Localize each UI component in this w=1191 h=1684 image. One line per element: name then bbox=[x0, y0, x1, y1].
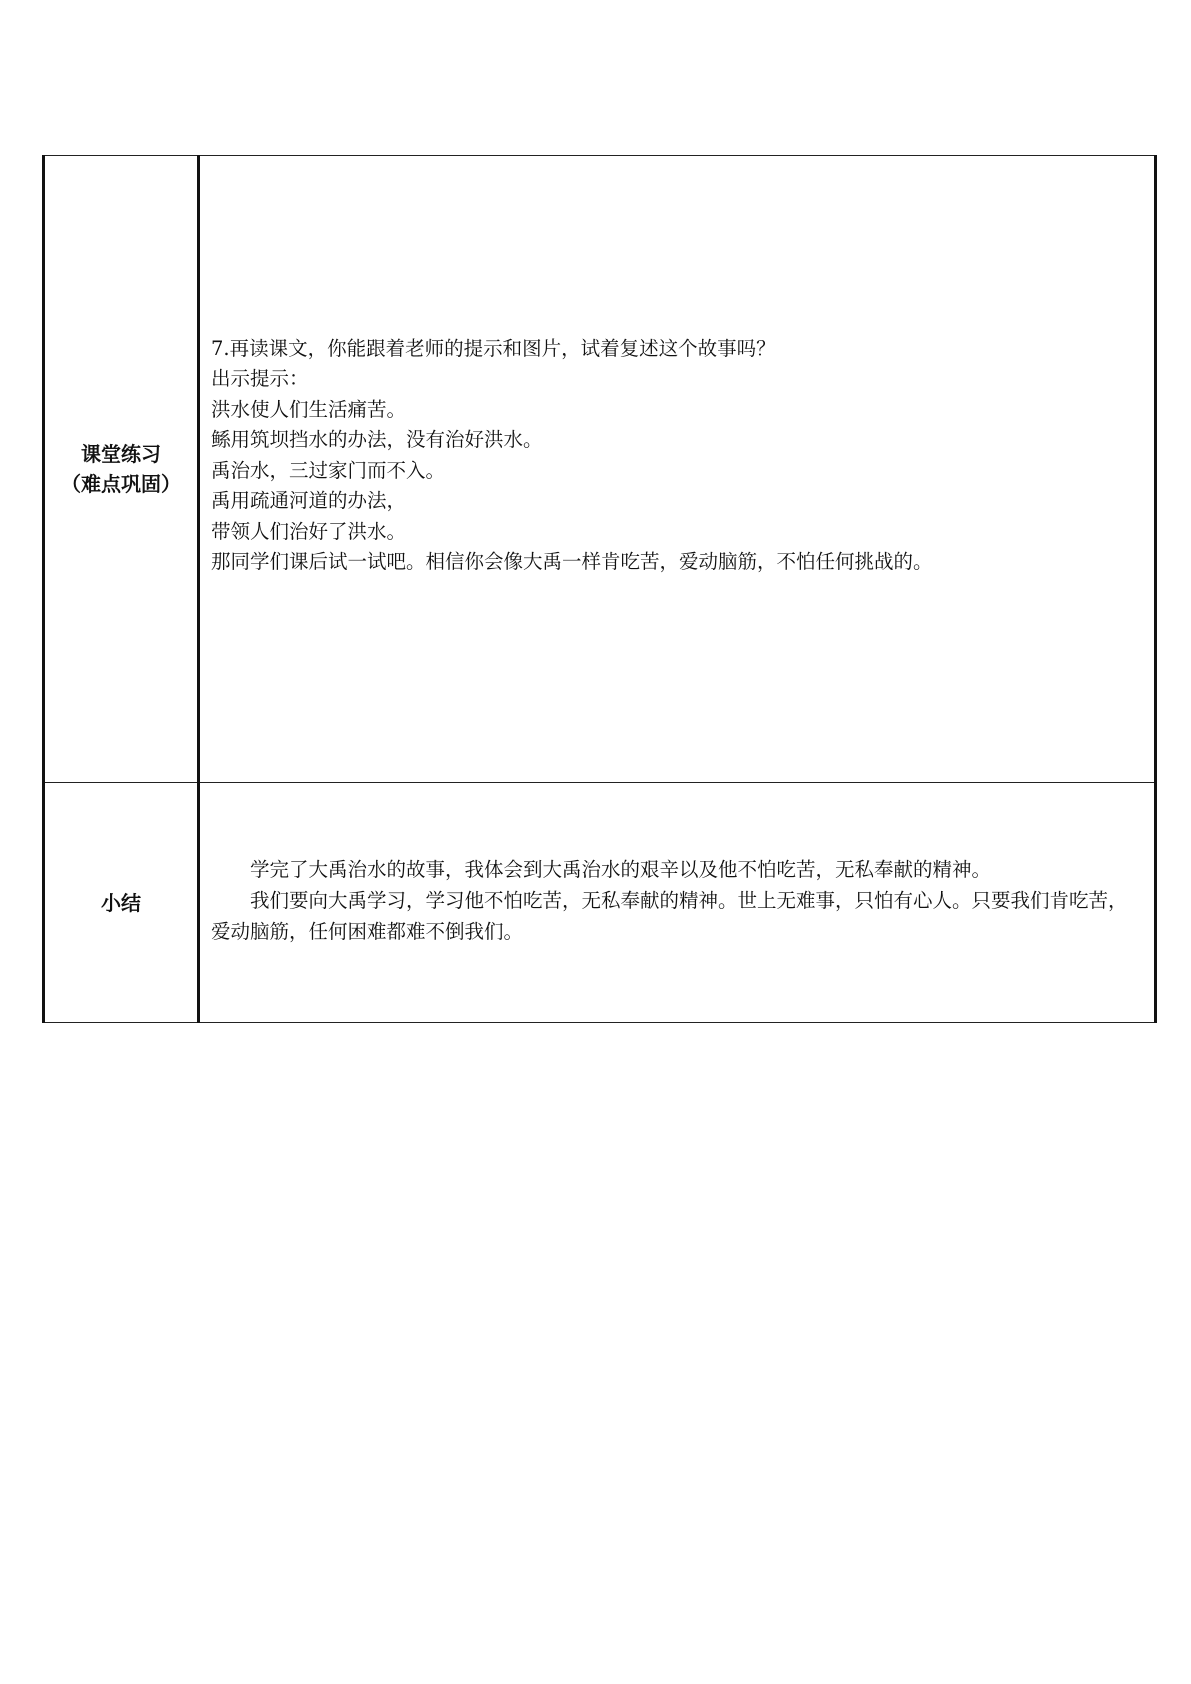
practice-line: 禹治水，三过家门而不入。 bbox=[211, 458, 446, 482]
practice-line: 鲧用筑坝挡水的办法，没有治好洪水。 bbox=[211, 428, 543, 451]
practice-line: 7.再读课文，你能跟着老师的提示和图片，试着复述这个故事吗？ bbox=[211, 336, 776, 360]
summary-label-cell bbox=[44, 783, 199, 1023]
practice-line: 洪水使人们生活痛苦。 bbox=[211, 397, 407, 421]
practice-label-title: 课堂练习 bbox=[81, 442, 161, 466]
summary-text bbox=[200, 854, 1154, 947]
summary-label: 小结 bbox=[101, 890, 141, 915]
practice-label-subtitle: （难点巩固） bbox=[61, 472, 181, 496]
summary-paragraph: 学完了大禹治水的故事，我体会到大禹治水的艰辛以及他不怕吃苦，无私奉献的精神。 bbox=[250, 858, 992, 881]
lesson-plan-table bbox=[42, 155, 1157, 1023]
practice-content-cell bbox=[199, 156, 1156, 783]
practice-line: 那同学们课后试一试吧。相信你会像大禹一样肯吃苦，爱动脑筋，不怕任何挑战的。 bbox=[211, 550, 933, 573]
practice-label-cell bbox=[44, 156, 199, 783]
practice-row bbox=[44, 156, 1156, 783]
practice-line: 出示提示： bbox=[211, 367, 309, 390]
summary-row bbox=[44, 783, 1156, 1023]
summary-content-cell bbox=[199, 783, 1156, 1023]
practice-line: 带领人们治好了洪水。 bbox=[211, 519, 407, 543]
practice-line: 禹用疏通河道的办法， bbox=[211, 489, 407, 512]
summary-paragraph: 我们要向大禹学习，学习他不怕吃苦，无私奉献的精神。世上无难事，只怕有心人。只要我们肯吃苦，爱动脑筋，任何困难都难不倒我们。 bbox=[211, 889, 1128, 943]
practice-text bbox=[200, 334, 1154, 578]
